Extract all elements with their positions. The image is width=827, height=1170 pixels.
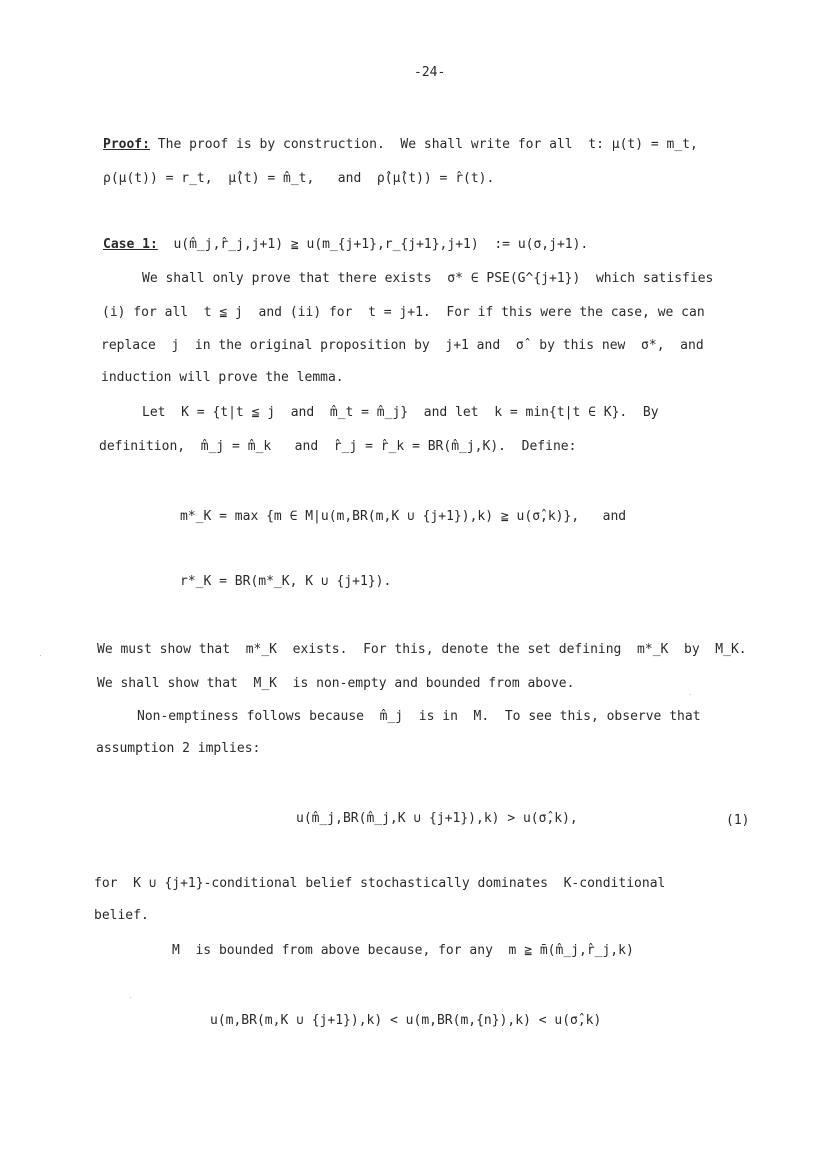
definition-m-star: m*_K = max {m ∈ M|u(m,BR(m,K ∪ {j+1}),k) ≧ u(σ̂,k)}, and [180, 509, 627, 524]
para1-line-1: We shall only prove that there exists σ* ∈ PSE(G^{j+1}) which satisfies [142, 271, 714, 286]
proof-text-1: The proof is by construction. We shall write for all t: μ(t) = m_t, [149, 137, 698, 152]
equation-1: u(m̂_j,BR(m̂_j,K ∪ {j+1}),k) > u(σ̂,k), [296, 811, 578, 826]
para1-line-2: (i) for all t ≦ j and (ii) for t = j+1. For if this were the case, we can [102, 305, 705, 320]
case1-heading-text: u(m̂_j,r̂_j,j+1) ≧ u(m_{j+1},r_{j+1},j+1) := u(σ,j+1). [157, 237, 589, 252]
case1-label: Case 1: [103, 237, 158, 252]
proof-line-2: ρ(μ(t)) = r_t, μ̂(t) = m̂_t, and ρ̂(μ̂(t)) = r̂(t). [103, 171, 495, 186]
definition-r-star: r*_K = BR(m*_K, K ∪ {j+1}). [180, 574, 392, 589]
para2-line-2: definition, m̂_j = m̂_k and r̂_j = r̂_k = BR(m̂_j,K). Define: [99, 439, 577, 454]
para5-line-2: belief. [94, 908, 149, 923]
para5-line-1: for K ∪ {j+1}-conditional belief stochastically dominates K-conditional [94, 876, 666, 891]
proof-label: Proof: [103, 137, 150, 152]
para3-line-1: We must show that m*_K exists. For this, denote the set defining m*_K by M_K. [97, 642, 747, 657]
scan-speck [690, 694, 691, 695]
scan-speck [130, 997, 131, 998]
para1-line-4: induction will prove the lemma. [101, 370, 344, 385]
para1-line-3: replace j in the original proposition by j+1 and σ̂ by this new σ*, and [101, 338, 704, 353]
para4-line-2: assumption 2 implies: [96, 741, 261, 756]
equation-2: u(m,BR(m,K ∪ {j+1}),k) < u(m,BR(m,{n}),k) < u(σ̂,k) [210, 1013, 602, 1028]
para4-line-1: Non-emptiness follows because m̂_j is in M. To see this, observe that [137, 709, 701, 724]
equation-1-number: (1) [726, 813, 750, 828]
para3-line-2: We shall show that M_K is non-empty and bounded from above. [97, 676, 575, 691]
case1-heading [103, 236, 588, 254]
proof-line-1 [103, 136, 698, 154]
scan-speck [40, 655, 41, 656]
para6-line-1: M is bounded from above because, for any m ≧ m̄(m̂_j,r̂_j,k) [172, 943, 634, 958]
page-number: -24- [414, 65, 446, 80]
para2-line-1: Let K = {t|t ≦ j and m̂_t = m̂_j} and let k = min{t|t ∈ K}. By [142, 405, 659, 420]
